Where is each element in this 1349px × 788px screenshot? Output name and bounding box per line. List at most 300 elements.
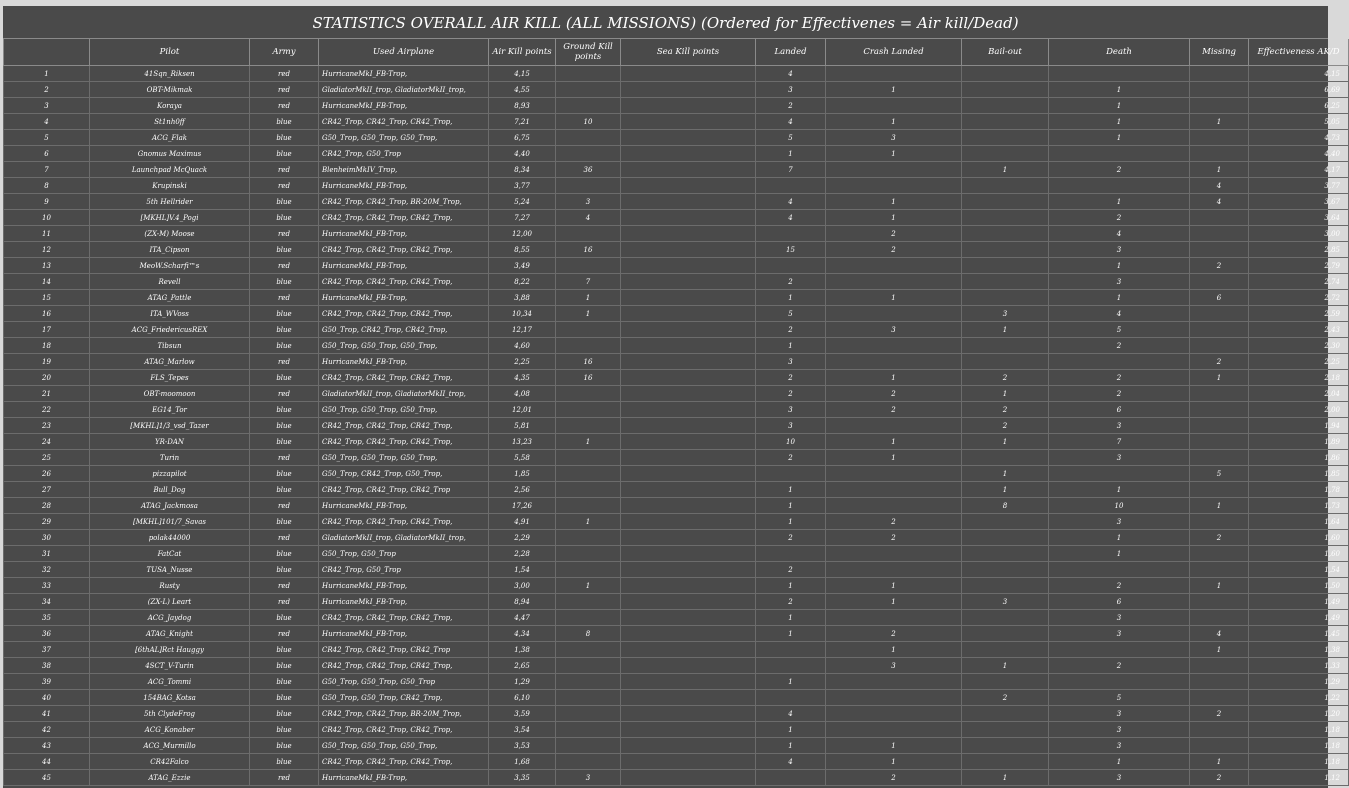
cell-pilot[interactable]: TUSA_Nusse — [90, 562, 250, 578]
cell-death[interactable]: 1 — [1049, 258, 1190, 274]
cell-missing[interactable]: 1 — [1190, 578, 1249, 594]
cell-death[interactable] — [1049, 642, 1190, 658]
cell-landed[interactable] — [756, 770, 826, 786]
cell-air-kill[interactable]: 3,35 — [489, 770, 556, 786]
cell-rank[interactable]: 40 — [4, 690, 90, 706]
cell-sea-kill[interactable] — [621, 418, 756, 434]
cell-rank[interactable]: 10 — [4, 210, 90, 226]
cell-missing[interactable]: 1 — [1190, 498, 1249, 514]
cell-pilot[interactable]: ACG_Tommi — [90, 674, 250, 690]
cell-death[interactable] — [1049, 66, 1190, 82]
cell-sea-kill[interactable] — [621, 674, 756, 690]
cell-pilot[interactable]: FLS_Tepes — [90, 370, 250, 386]
cell-landed[interactable]: 4 — [756, 114, 826, 130]
cell-crash-landed[interactable]: 1 — [826, 434, 962, 450]
cell-crash-landed[interactable] — [826, 466, 962, 482]
cell-crash-landed[interactable] — [826, 690, 962, 706]
cell-bail-out[interactable] — [962, 674, 1049, 690]
cell-bail-out[interactable]: 1 — [962, 322, 1049, 338]
cell-army[interactable]: red — [250, 162, 319, 178]
cell-landed[interactable]: 5 — [756, 306, 826, 322]
cell-death[interactable]: 3 — [1049, 706, 1190, 722]
cell-bail-out[interactable] — [962, 706, 1049, 722]
cell-bail-out[interactable] — [962, 530, 1049, 546]
cell-death[interactable]: 2 — [1049, 370, 1190, 386]
cell-effectiveness[interactable]: 1,60 — [1249, 546, 1349, 562]
cell-effectiveness[interactable]: 3,64 — [1249, 210, 1349, 226]
cell-air-kill[interactable]: 7,27 — [489, 210, 556, 226]
cell-pilot[interactable]: Revell — [90, 274, 250, 290]
cell-crash-landed[interactable]: 1 — [826, 578, 962, 594]
table-row[interactable] — [4, 498, 1349, 514]
cell-sea-kill[interactable] — [621, 514, 756, 530]
table-row[interactable] — [4, 258, 1349, 274]
cell-army[interactable]: red — [250, 82, 319, 98]
cell-ground-kill[interactable] — [556, 98, 621, 114]
cell-army[interactable]: red — [250, 594, 319, 610]
cell-crash-landed[interactable]: 1 — [826, 114, 962, 130]
cell-bail-out[interactable] — [962, 626, 1049, 642]
cell-air-kill[interactable]: 4,40 — [489, 146, 556, 162]
cell-army[interactable]: red — [250, 178, 319, 194]
cell-effectiveness[interactable]: 2,43 — [1249, 322, 1349, 338]
cell-ground-kill[interactable] — [556, 386, 621, 402]
header-bail-out[interactable]: Bail-out — [962, 39, 1049, 66]
cell-air-kill[interactable]: 8,22 — [489, 274, 556, 290]
cell-death[interactable]: 1 — [1049, 130, 1190, 146]
cell-bail-out[interactable] — [962, 82, 1049, 98]
cell-sea-kill[interactable] — [621, 370, 756, 386]
table-row[interactable] — [4, 594, 1349, 610]
cell-air-kill[interactable]: 3,54 — [489, 722, 556, 738]
cell-crash-landed[interactable] — [826, 338, 962, 354]
table-row[interactable] — [4, 370, 1349, 386]
cell-army[interactable]: red — [250, 226, 319, 242]
cell-used-airplane[interactable]: CR42_Trop, CR42_Trop, CR42_Trop, — [319, 754, 489, 770]
cell-missing[interactable] — [1190, 130, 1249, 146]
cell-crash-landed[interactable]: 1 — [826, 754, 962, 770]
cell-air-kill[interactable]: 2,28 — [489, 546, 556, 562]
cell-used-airplane[interactable]: G50_Trop, G50_Trop — [319, 546, 489, 562]
cell-pilot[interactable]: Koraya — [90, 98, 250, 114]
cell-sea-kill[interactable] — [621, 322, 756, 338]
cell-missing[interactable]: 2 — [1190, 770, 1249, 786]
cell-rank[interactable]: 29 — [4, 514, 90, 530]
cell-landed[interactable]: 3 — [756, 402, 826, 418]
cell-army[interactable]: blue — [250, 306, 319, 322]
cell-ground-kill[interactable] — [556, 178, 621, 194]
cell-used-airplane[interactable]: G50_Trop, G50_Trop, G50_Trop, — [319, 130, 489, 146]
cell-ground-kill[interactable]: 36 — [556, 162, 621, 178]
cell-sea-kill[interactable] — [621, 194, 756, 210]
cell-landed[interactable]: 5 — [756, 130, 826, 146]
cell-bail-out[interactable] — [962, 738, 1049, 754]
cell-crash-landed[interactable]: 2 — [826, 402, 962, 418]
cell-used-airplane[interactable]: HurricaneMkI_FB-Trop, — [319, 626, 489, 642]
cell-used-airplane[interactable]: CR42_Trop, CR42_Trop, BR-20M_Trop, — [319, 194, 489, 210]
cell-used-airplane[interactable]: BlenheimMkIV_Trop, — [319, 162, 489, 178]
header-used-airplane[interactable]: Used Airplane — [319, 39, 489, 66]
cell-landed[interactable]: 2 — [756, 386, 826, 402]
cell-effectiveness[interactable]: 2,18 — [1249, 370, 1349, 386]
cell-sea-kill[interactable] — [621, 706, 756, 722]
cell-missing[interactable] — [1190, 434, 1249, 450]
cell-death[interactable]: 3 — [1049, 610, 1190, 626]
cell-rank[interactable]: 27 — [4, 482, 90, 498]
cell-landed[interactable]: 10 — [756, 434, 826, 450]
cell-death[interactable]: 1 — [1049, 114, 1190, 130]
cell-effectiveness[interactable]: 1,85 — [1249, 466, 1349, 482]
cell-ground-kill[interactable] — [556, 530, 621, 546]
cell-bail-out[interactable]: 2 — [962, 402, 1049, 418]
cell-bail-out[interactable] — [962, 642, 1049, 658]
cell-ground-kill[interactable] — [556, 546, 621, 562]
cell-effectiveness[interactable]: 2,79 — [1249, 258, 1349, 274]
cell-death[interactable]: 1 — [1049, 194, 1190, 210]
cell-rank[interactable]: 31 — [4, 546, 90, 562]
cell-army[interactable]: blue — [250, 466, 319, 482]
cell-bail-out[interactable] — [962, 274, 1049, 290]
cell-ground-kill[interactable]: 1 — [556, 290, 621, 306]
table-row[interactable] — [4, 466, 1349, 482]
cell-missing[interactable] — [1190, 738, 1249, 754]
cell-landed[interactable]: 4 — [756, 210, 826, 226]
cell-sea-kill[interactable] — [621, 578, 756, 594]
cell-landed[interactable] — [756, 466, 826, 482]
cell-ground-kill[interactable] — [556, 146, 621, 162]
cell-army[interactable]: blue — [250, 754, 319, 770]
header-pilot[interactable]: Pilot — [90, 39, 250, 66]
cell-sea-kill[interactable] — [621, 770, 756, 786]
cell-effectiveness[interactable]: 2,00 — [1249, 402, 1349, 418]
cell-air-kill[interactable]: 2,56 — [489, 482, 556, 498]
cell-missing[interactable] — [1190, 322, 1249, 338]
cell-used-airplane[interactable]: G50_Trop, G50_Trop, G50_Trop, — [319, 402, 489, 418]
cell-landed[interactable]: 3 — [756, 354, 826, 370]
cell-landed[interactable]: 2 — [756, 274, 826, 290]
cell-death[interactable]: 3 — [1049, 274, 1190, 290]
cell-ground-kill[interactable] — [556, 322, 621, 338]
cell-army[interactable]: blue — [250, 706, 319, 722]
cell-missing[interactable] — [1190, 66, 1249, 82]
cell-sea-kill[interactable] — [621, 162, 756, 178]
cell-missing[interactable] — [1190, 418, 1249, 434]
cell-used-airplane[interactable]: CR42_Trop, CR42_Trop, BR-20M_Trop, — [319, 706, 489, 722]
cell-pilot[interactable]: OBT-moomoon — [90, 386, 250, 402]
table-row[interactable] — [4, 242, 1349, 258]
cell-air-kill[interactable]: 13,23 — [489, 434, 556, 450]
cell-ground-kill[interactable] — [556, 738, 621, 754]
cell-air-kill[interactable]: 4,15 — [489, 66, 556, 82]
cell-rank[interactable]: 34 — [4, 594, 90, 610]
cell-crash-landed[interactable]: 2 — [826, 514, 962, 530]
cell-army[interactable]: blue — [250, 146, 319, 162]
cell-effectiveness[interactable]: 3,77 — [1249, 178, 1349, 194]
cell-air-kill[interactable]: 3,77 — [489, 178, 556, 194]
cell-ground-kill[interactable] — [556, 562, 621, 578]
cell-bail-out[interactable] — [962, 290, 1049, 306]
cell-rank[interactable]: 38 — [4, 658, 90, 674]
cell-army[interactable]: blue — [250, 610, 319, 626]
cell-missing[interactable] — [1190, 674, 1249, 690]
cell-sea-kill[interactable] — [621, 722, 756, 738]
cell-missing[interactable] — [1190, 562, 1249, 578]
cell-effectiveness[interactable]: 4,73 — [1249, 130, 1349, 146]
cell-used-airplane[interactable]: CR42_Trop, CR42_Trop, CR42_Trop, — [319, 242, 489, 258]
cell-air-kill[interactable]: 3,53 — [489, 738, 556, 754]
cell-effectiveness[interactable]: 1,38 — [1249, 642, 1349, 658]
cell-pilot[interactable]: ATAG_Knight — [90, 626, 250, 642]
cell-landed[interactable]: 2 — [756, 322, 826, 338]
cell-sea-kill[interactable] — [621, 690, 756, 706]
cell-sea-kill[interactable] — [621, 754, 756, 770]
cell-rank[interactable]: 24 — [4, 434, 90, 450]
cell-sea-kill[interactable] — [621, 146, 756, 162]
cell-crash-landed[interactable]: 3 — [826, 322, 962, 338]
cell-death[interactable]: 6 — [1049, 402, 1190, 418]
cell-crash-landed[interactable] — [826, 258, 962, 274]
cell-ground-kill[interactable] — [556, 690, 621, 706]
cell-used-airplane[interactable]: CR42_Trop, CR42_Trop, CR42_Trop, — [319, 370, 489, 386]
cell-pilot[interactable]: pizzapilot — [90, 466, 250, 482]
cell-air-kill[interactable]: 1,38 — [489, 642, 556, 658]
cell-sea-kill[interactable] — [621, 482, 756, 498]
cell-air-kill[interactable]: 3,59 — [489, 706, 556, 722]
cell-used-airplane[interactable]: CR42_Trop, CR42_Trop, CR42_Trop, — [319, 610, 489, 626]
cell-air-kill[interactable]: 3,88 — [489, 290, 556, 306]
table-row[interactable] — [4, 418, 1349, 434]
cell-rank[interactable]: 4 — [4, 114, 90, 130]
cell-effectiveness[interactable]: 1,64 — [1249, 514, 1349, 530]
cell-sea-kill[interactable] — [621, 546, 756, 562]
cell-used-airplane[interactable]: CR42_Trop, CR42_Trop, CR42_Trop — [319, 642, 489, 658]
cell-crash-landed[interactable] — [826, 354, 962, 370]
cell-death[interactable]: 1 — [1049, 482, 1190, 498]
cell-air-kill[interactable]: 5,81 — [489, 418, 556, 434]
header-rank[interactable] — [4, 39, 90, 66]
cell-ground-kill[interactable] — [556, 610, 621, 626]
table-row[interactable] — [4, 162, 1349, 178]
cell-pilot[interactable]: ACG_FriedericusREX — [90, 322, 250, 338]
cell-sea-kill[interactable] — [621, 114, 756, 130]
cell-death[interactable]: 10 — [1049, 498, 1190, 514]
table-row[interactable] — [4, 562, 1349, 578]
cell-sea-kill[interactable] — [621, 738, 756, 754]
cell-effectiveness[interactable]: 1,78 — [1249, 482, 1349, 498]
cell-effectiveness[interactable]: 1,22 — [1249, 690, 1349, 706]
cell-death[interactable]: 1 — [1049, 290, 1190, 306]
cell-crash-landed[interactable] — [826, 418, 962, 434]
cell-army[interactable]: blue — [250, 562, 319, 578]
cell-rank[interactable]: 5 — [4, 130, 90, 146]
table-row[interactable] — [4, 98, 1349, 114]
cell-ground-kill[interactable] — [556, 66, 621, 82]
cell-bail-out[interactable]: 1 — [962, 770, 1049, 786]
cell-death[interactable]: 1 — [1049, 98, 1190, 114]
cell-effectiveness[interactable]: 1,45 — [1249, 626, 1349, 642]
cell-landed[interactable]: 1 — [756, 482, 826, 498]
cell-air-kill[interactable]: 1,54 — [489, 562, 556, 578]
cell-army[interactable]: blue — [250, 434, 319, 450]
cell-rank[interactable]: 21 — [4, 386, 90, 402]
cell-sea-kill[interactable] — [621, 626, 756, 642]
cell-ground-kill[interactable]: 1 — [556, 434, 621, 450]
cell-air-kill[interactable]: 4,34 — [489, 626, 556, 642]
cell-death[interactable]: 4 — [1049, 306, 1190, 322]
cell-sea-kill[interactable] — [621, 594, 756, 610]
cell-bail-out[interactable] — [962, 338, 1049, 354]
cell-bail-out[interactable] — [962, 98, 1049, 114]
cell-effectiveness[interactable]: 1,54 — [1249, 562, 1349, 578]
cell-sea-kill[interactable] — [621, 450, 756, 466]
cell-army[interactable]: blue — [250, 194, 319, 210]
cell-landed[interactable]: 1 — [756, 722, 826, 738]
cell-rank[interactable]: 25 — [4, 450, 90, 466]
cell-crash-landed[interactable] — [826, 66, 962, 82]
cell-used-airplane[interactable]: G50_Trop, G50_Trop, G50_Trop, — [319, 338, 489, 354]
cell-missing[interactable]: 2 — [1190, 530, 1249, 546]
cell-ground-kill[interactable]: 16 — [556, 242, 621, 258]
table-row[interactable] — [4, 706, 1349, 722]
table-row[interactable] — [4, 130, 1349, 146]
cell-sea-kill[interactable] — [621, 258, 756, 274]
table-row[interactable] — [4, 738, 1349, 754]
cell-ground-kill[interactable]: 1 — [556, 514, 621, 530]
cell-bail-out[interactable] — [962, 210, 1049, 226]
cell-bail-out[interactable] — [962, 226, 1049, 242]
table-row[interactable] — [4, 386, 1349, 402]
cell-landed[interactable]: 2 — [756, 370, 826, 386]
cell-landed[interactable]: 1 — [756, 498, 826, 514]
cell-army[interactable]: blue — [250, 546, 319, 562]
cell-missing[interactable] — [1190, 210, 1249, 226]
cell-crash-landed[interactable]: 2 — [826, 770, 962, 786]
cell-missing[interactable] — [1190, 658, 1249, 674]
cell-used-airplane[interactable]: CR42_Trop, CR42_Trop, CR42_Trop — [319, 482, 489, 498]
cell-used-airplane[interactable]: CR42_Trop, CR42_Trop, CR42_Trop, — [319, 306, 489, 322]
cell-missing[interactable] — [1190, 98, 1249, 114]
cell-air-kill[interactable]: 8,93 — [489, 98, 556, 114]
cell-death[interactable]: 1 — [1049, 546, 1190, 562]
cell-army[interactable]: blue — [250, 370, 319, 386]
cell-bail-out[interactable]: 2 — [962, 690, 1049, 706]
table-row[interactable] — [4, 66, 1349, 82]
cell-rank[interactable]: 12 — [4, 242, 90, 258]
cell-landed[interactable]: 1 — [756, 146, 826, 162]
cell-army[interactable]: red — [250, 578, 319, 594]
cell-rank[interactable]: 44 — [4, 754, 90, 770]
cell-landed[interactable]: 4 — [756, 754, 826, 770]
cell-ground-kill[interactable] — [556, 642, 621, 658]
cell-bail-out[interactable] — [962, 562, 1049, 578]
cell-crash-landed[interactable] — [826, 722, 962, 738]
cell-ground-kill[interactable] — [556, 498, 621, 514]
cell-pilot[interactable]: Gnomus Maximus — [90, 146, 250, 162]
cell-pilot[interactable]: YR-DAN — [90, 434, 250, 450]
cell-pilot[interactable]: (ZX-L) Leart — [90, 594, 250, 610]
cell-air-kill[interactable]: 1,29 — [489, 674, 556, 690]
cell-sea-kill[interactable] — [621, 610, 756, 626]
cell-bail-out[interactable] — [962, 722, 1049, 738]
cell-landed[interactable]: 2 — [756, 450, 826, 466]
cell-bail-out[interactable] — [962, 114, 1049, 130]
cell-death[interactable]: 2 — [1049, 210, 1190, 226]
cell-ground-kill[interactable] — [556, 418, 621, 434]
cell-used-airplane[interactable]: CR42_Trop, CR42_Trop, CR42_Trop, — [319, 418, 489, 434]
cell-landed[interactable]: 1 — [756, 610, 826, 626]
cell-sea-kill[interactable] — [621, 466, 756, 482]
cell-rank[interactable]: 15 — [4, 290, 90, 306]
cell-bail-out[interactable] — [962, 546, 1049, 562]
cell-used-airplane[interactable]: CR42_Trop, CR42_Trop, CR42_Trop, — [319, 514, 489, 530]
cell-pilot[interactable]: [MKHL]V.4_Pogi — [90, 210, 250, 226]
cell-bail-out[interactable] — [962, 178, 1049, 194]
cell-death[interactable]: 1 — [1049, 530, 1190, 546]
cell-pilot[interactable]: Tibsun — [90, 338, 250, 354]
cell-used-airplane[interactable]: CR42_Trop, CR42_Trop, CR42_Trop, — [319, 210, 489, 226]
cell-rank[interactable]: 13 — [4, 258, 90, 274]
cell-rank[interactable]: 11 — [4, 226, 90, 242]
cell-air-kill[interactable]: 7,21 — [489, 114, 556, 130]
cell-sea-kill[interactable] — [621, 498, 756, 514]
cell-landed[interactable] — [756, 690, 826, 706]
cell-missing[interactable]: 6 — [1190, 290, 1249, 306]
cell-death[interactable] — [1049, 562, 1190, 578]
cell-army[interactable]: blue — [250, 722, 319, 738]
table-row[interactable] — [4, 402, 1349, 418]
cell-missing[interactable] — [1190, 306, 1249, 322]
cell-missing[interactable]: 2 — [1190, 258, 1249, 274]
cell-rank[interactable]: 17 — [4, 322, 90, 338]
cell-bail-out[interactable] — [962, 354, 1049, 370]
cell-bail-out[interactable] — [962, 258, 1049, 274]
cell-air-kill[interactable]: 12,01 — [489, 402, 556, 418]
cell-air-kill[interactable]: 2,25 — [489, 354, 556, 370]
cell-sea-kill[interactable] — [621, 434, 756, 450]
cell-ground-kill[interactable] — [556, 594, 621, 610]
cell-army[interactable]: blue — [250, 242, 319, 258]
cell-pilot[interactable]: ACG_Jaydog — [90, 610, 250, 626]
cell-effectiveness[interactable]: 4,15 — [1249, 66, 1349, 82]
cell-used-airplane[interactable]: HurricaneMkI_FB-Trop, — [319, 66, 489, 82]
cell-death[interactable]: 3 — [1049, 450, 1190, 466]
table-row[interactable] — [4, 434, 1349, 450]
cell-pilot[interactable]: ITA_WVoss — [90, 306, 250, 322]
table-row[interactable] — [4, 690, 1349, 706]
cell-air-kill[interactable]: 12,17 — [489, 322, 556, 338]
cell-death[interactable] — [1049, 146, 1190, 162]
cell-air-kill[interactable]: 1,85 — [489, 466, 556, 482]
header-sea-kill[interactable]: Sea Kill points — [621, 39, 756, 66]
cell-effectiveness[interactable]: 1,89 — [1249, 434, 1349, 450]
cell-pilot[interactable]: Turin — [90, 450, 250, 466]
cell-rank[interactable]: 32 — [4, 562, 90, 578]
cell-landed[interactable]: 1 — [756, 738, 826, 754]
cell-missing[interactable] — [1190, 242, 1249, 258]
cell-sea-kill[interactable] — [621, 210, 756, 226]
cell-air-kill[interactable]: 4,47 — [489, 610, 556, 626]
cell-pilot[interactable]: EG14_Tor — [90, 402, 250, 418]
cell-bail-out[interactable] — [962, 66, 1049, 82]
cell-missing[interactable]: 4 — [1190, 626, 1249, 642]
table-row[interactable] — [4, 674, 1349, 690]
cell-missing[interactable] — [1190, 482, 1249, 498]
cell-used-airplane[interactable]: G50_Trop, G50_Trop, G50_Trop, — [319, 738, 489, 754]
table-row[interactable] — [4, 146, 1349, 162]
cell-missing[interactable]: 4 — [1190, 194, 1249, 210]
cell-army[interactable]: blue — [250, 210, 319, 226]
cell-air-kill[interactable]: 8,34 — [489, 162, 556, 178]
